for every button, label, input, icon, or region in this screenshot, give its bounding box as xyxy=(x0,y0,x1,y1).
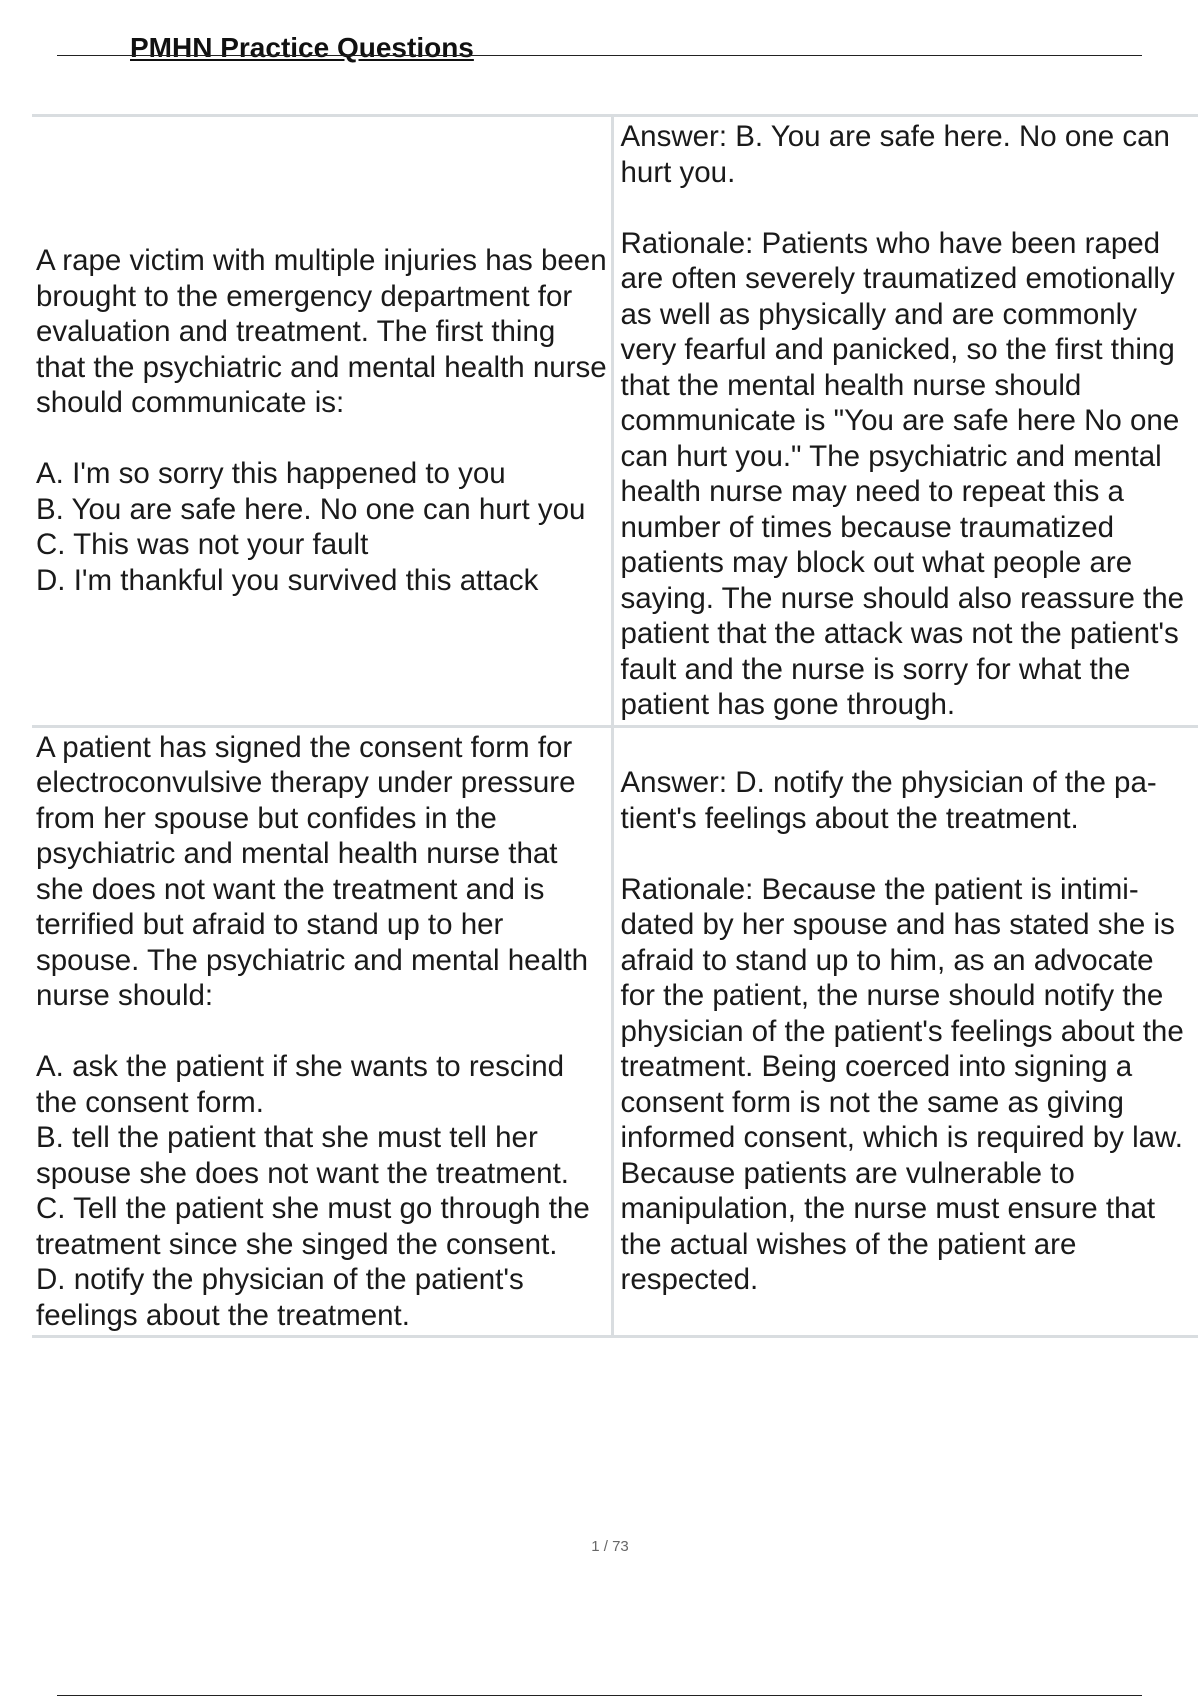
qa-row xyxy=(32,726,1198,1337)
answer-cell: Answer: D. notify the physician of the patient's feelings about the treatment. Rationale: Because the patient is intimidated by her spouse and has stated she is afraid to stand up to him, as an advocate for the patient, the nurse should notify the physician of the patient's feelings about the treatment. Being coerced into signing a consent form is not the same as giving informed consent, which is required by law. Because patients are vulnerable to manipulation, the nurse must ensure that the actual wishes of the patient are respected. xyxy=(612,726,1198,1337)
question-answer-table xyxy=(32,114,1198,1338)
page-number: 1 / 73 xyxy=(591,1538,629,1555)
answer-cell: Answer: B. You are safe here. No one can hurt you. Rationale: Patients who have been raped are often severely traumatized emotionally as well as physically and are commonly very fearful and panicked, so the first thing that the mental health nurse should communicate is "You are safe here No one can hurt you." The psychiatric and mental health nurse may need to repeat this a number of times because traumatized patients may block out what people are saying. The nurse should also reassure the patient that the attack was not the patient's fault and the nurse is sorry for what the patient has gone through. xyxy=(612,116,1198,727)
qa-row xyxy=(32,116,1198,727)
document-title: PMHN Practice Questions xyxy=(130,32,474,63)
question-cell: A patient has signed the consent form for electroconvulsive therapy under pressure from her spouse but confides in the psychiatric and mental health nurse that she does not want the treatment and is terrified but afraid to stand up to her spouse. The psychiatric and mental health nurse should: A. ask the patient if she wants to rescind the consent form. B. tell the patient that she must tell her spouse she does not want the treatment. C. Tell the patient she must go through the treatment since she singed the consent. D. notify the physician of the patient's feelings about the treatment. xyxy=(36,730,590,1332)
header-rule xyxy=(57,55,1142,56)
question-cell: A rape victim with multiple injuries has been brought to the emergency department for evaluation and treatment. The first thing that the psychiatric and mental health nurse should communicate is: A. I'm so sorry this happened to you B. You are safe here. No one can hurt you C. This was not your fault D. I'm thankful you survived this attack xyxy=(36,244,607,597)
footer-rule xyxy=(57,1695,1142,1696)
